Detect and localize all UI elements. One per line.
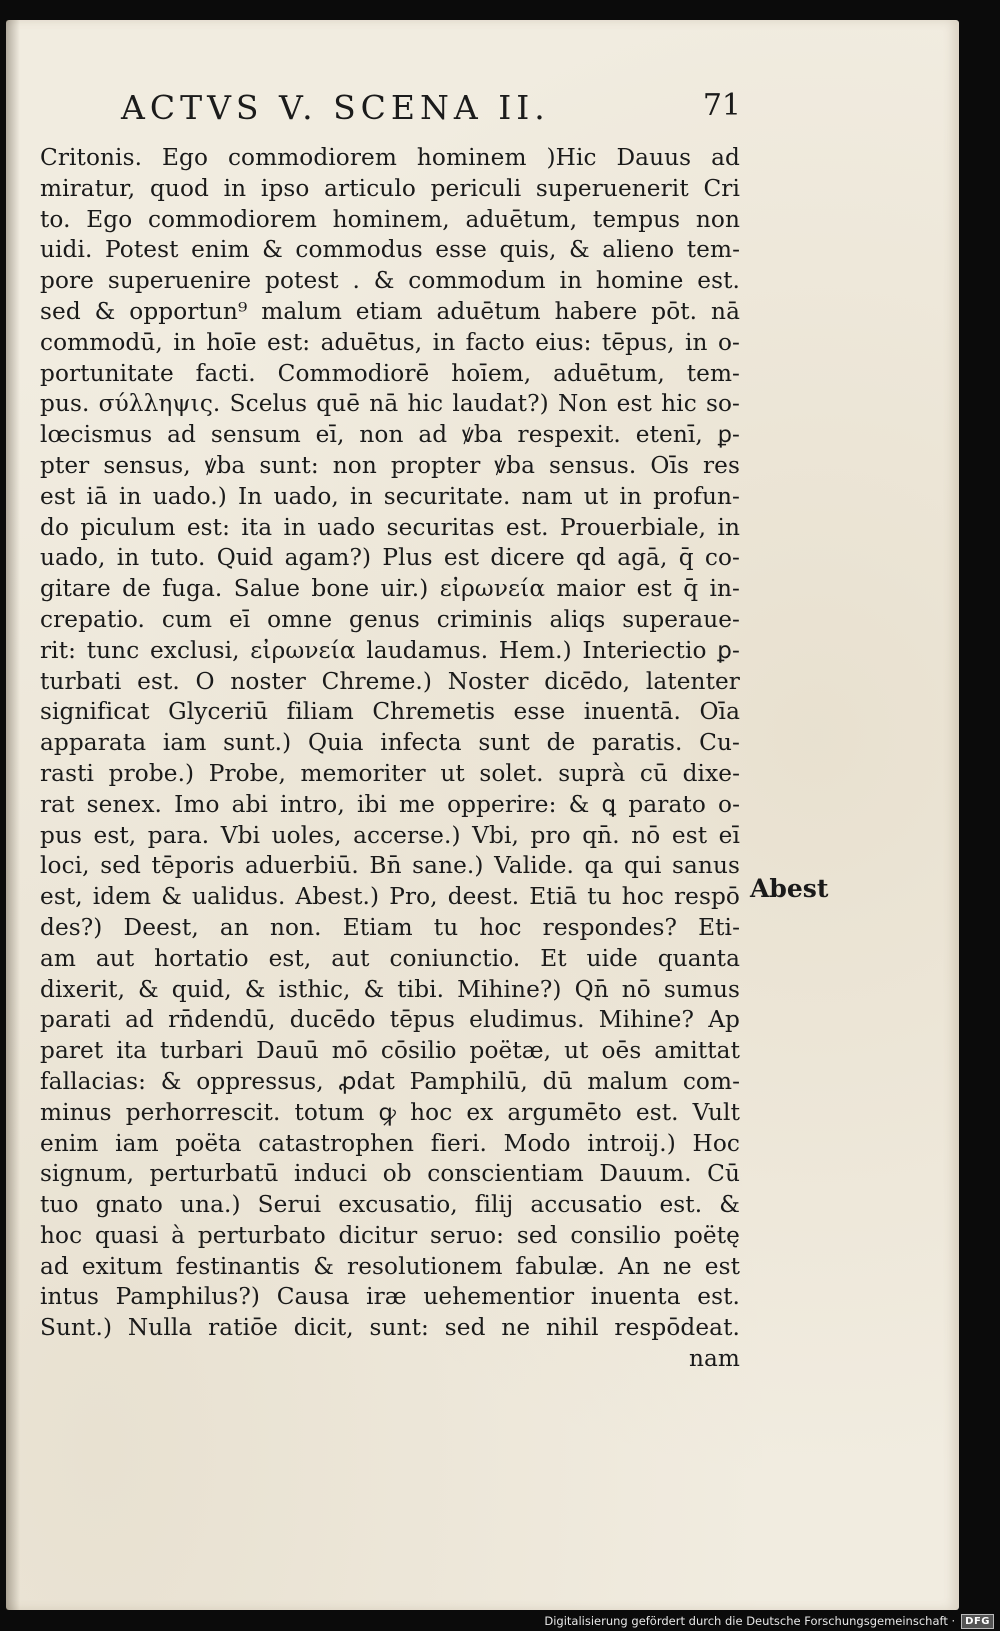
text-line: pus est, para. Vbi uoles, accerse.) Vbi, pro qn̄. nō est eī (40, 821, 740, 849)
text-line: minus perhorrescit. totum ꝙ hoc ex argumēto est. Vult (40, 1098, 740, 1126)
text-line: des?) Deest, an non. Etiam tu hoc respondes? Eti- (40, 913, 740, 941)
text-line: signum, perturbatū induci ob conscientiam Dauum. Cū (40, 1160, 740, 1188)
text-line: ad exitum festinantis & resolutionem fabulæ. An ne est (40, 1252, 740, 1280)
text-line: parati ad rn̄dendū, ducēdo tēpus eludimus. Mihine? Ap (40, 1006, 740, 1034)
text-line: rit: tunc exclusi, εἰρωνεία laudamus. Hem.) Interiectio ꝑ- (40, 636, 740, 664)
text-line: pus. σύλληψις. Scelus quē nā hic laudat?) Non est hic so- (40, 390, 740, 418)
text-line: pore superuenire potest . & commodum in homine est. (40, 267, 740, 295)
text-line: est iā in uado.) In uado, in securitate. nam ut in profun- (40, 482, 740, 510)
body-text (40, 143, 740, 1375)
text-line: crepatio. cum eī omne genus criminis aliqs superaue- (40, 605, 740, 633)
text-line: fallacias: & oppressus, ꝓdat Pamphilū, dū malum com- (40, 1067, 740, 1095)
text-line: to. Ego commodiorem hominem, aduētum, tempus non (40, 205, 740, 233)
book-page (6, 20, 959, 1610)
catchword: nam (688, 1345, 740, 1373)
margin-note: Abest (750, 874, 829, 903)
text-line: Sunt.) Nulla ratiōe dicit, sunt: sed ne nihil respōdeat. (40, 1314, 740, 1342)
text-line: loci, sed tēporis aduerbiū. Bn̄ sane.) Valide. qa qui sanus (40, 852, 740, 880)
text-line: rasti probe.) Probe, memoriter ut solet. suprà cū dixe- (40, 759, 740, 787)
text-line: Critonis. Ego commodiorem hominem )Hic Dauus ad (40, 144, 740, 171)
running-title: ACTVS V. SCENA II. (121, 88, 550, 127)
text-line: dixerit, & quid, & isthic, & tibi. Mihine?) Qn̄ nō sumus (40, 975, 740, 1003)
dfg-logo: DFG (961, 1614, 994, 1629)
text-line: pter sensus, ꝟba sunt: non propter ꝟba sensus. Oīs res (40, 451, 740, 479)
text-line: turbati est. O noster Chreme.) Noster dicēdo, latenter (40, 667, 740, 695)
text-line: paret ita turbari Dauū mō cōsilio poëtæ, ut oēs amittat (40, 1037, 740, 1065)
text-line: est, idem & ualidus. Abest.) Pro, deest. Etiā tu hoc respō (40, 883, 740, 911)
text-line: significat Glyceriū filiam Chremetis esse inuentā. Oīa (40, 698, 740, 726)
text-line: portunitate facti. Commodiorē hoīem, aduētum, tem- (40, 359, 740, 387)
text-line: apparata iam sunt.) Quia infecta sunt de paratis. Cu- (40, 729, 740, 757)
page-header (121, 88, 741, 134)
text-line: uidi. Potest enim & commodus esse quis, & alieno tem- (40, 236, 740, 264)
page-gutter-shadow (6, 20, 20, 1610)
text-line: gitare de fuga. Salue bone uir.) εἰρωνεία maior est q̄ in- (40, 575, 740, 603)
text-line: hoc quasi à perturbato dicitur seruo: sed consilio poëtę (40, 1221, 740, 1249)
text-line: am aut hortatio est, aut coniunctio. Et uide quanta (40, 944, 740, 972)
text-line: do piculum est: ita in uado securitas est. Prouerbiale, in (40, 513, 740, 541)
text-line: rat senex. Imo abi intro, ibi me opperire: & ꝗ parato o- (40, 790, 740, 818)
text-line: commodū, in hoīe est: aduētus, in facto eius: tēpus, in o- (40, 328, 740, 356)
text-line: uado, in tuto. Quid agam?) Plus est dicere qd agā, q̄ co- (40, 544, 740, 572)
text-line: miratur, quod in ipso articulo periculi superuenerit Cri (40, 174, 740, 202)
digitization-footer (544, 1613, 994, 1629)
footer-credit: Digitalisierung gefördert durch die Deutsche Forschungsgemeinschaft · (544, 1614, 956, 1628)
text-line: sed & opportun⁹ malum etiam aduētum habere pōt. nā (40, 297, 740, 325)
text-line: enim iam poëta catastrophen fieri. Modo introij.) Hoc (40, 1129, 740, 1157)
page-number: 71 (702, 88, 741, 123)
text-line: lœcismus ad sensum eī, non ad ꝟba respexit. etenī, ꝑ- (40, 421, 740, 449)
text-line: tuo gnato una.) Serui excusatio, filij accusatio est. & (40, 1191, 740, 1219)
text-line: intus Pamphilus?) Causa iræ uehementior inuenta est. (40, 1283, 740, 1311)
